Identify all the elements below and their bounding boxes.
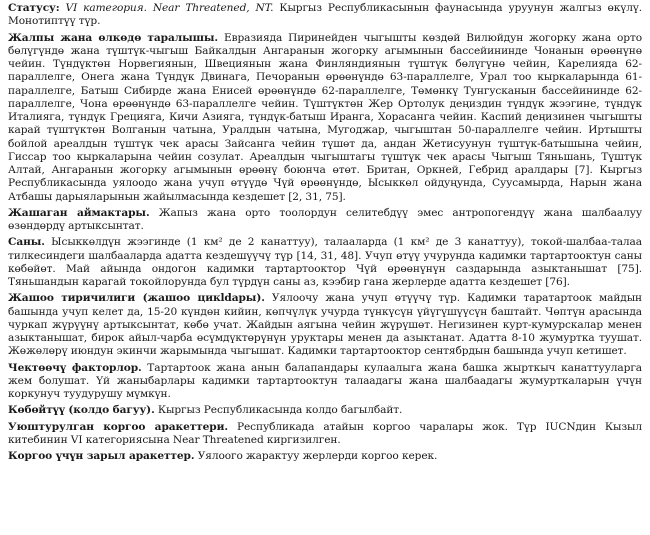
- habitat-text: Жапыз жана орто тоолордун селитебдүү эмес антропогендүү жана шалбаалуу өзөндөрдү артыксынтат.: [8, 206, 642, 232]
- distribution-paragraph: [8, 32, 642, 204]
- abundance-paragraph: [8, 236, 642, 289]
- life-cycle-paragraph: [8, 292, 642, 358]
- captive-breeding-paragraph: [8, 404, 642, 417]
- status-text: Кыргыз Республикасынын фаунасында уруунун жалгыз өкүлү. Монотиптүү түр.: [8, 2, 642, 28]
- conservation-measures-text: Республикада атайын коргоо чаралары жок. Түр IUCNдин Кызыл китебинин VI категориясына Near Threatened киргизилген.: [8, 420, 642, 446]
- conservation-measures-paragraph: [8, 421, 642, 448]
- distribution-heading: Жалпы жана өлкөдө таралышы.: [8, 31, 219, 44]
- captive-breeding-heading: Көбөйтүү (колдо багуу).: [8, 404, 155, 417]
- distribution-text: Евразияда Пиринейден чыгышты көздөй Вилюйдун жогорку жана орто бөлүгүндө жана түштүк-чыгыш Байкалдын Ангаранын жогорку агымынын бассейининде Чонанын өрөөнүнө чейин. Түндүктөн Норвегиянын, Швециянын жана Финляндиянын түштүк бөлүгүнө чейин, Карелияда 62-параллелге, Онега жана Түндүк Двинага, Печоранын өрөөнүндө 63-параллелге, Урал тоо кыркаларында 61-параллелге, Батыш Сибирде жана Енисей өрөөнүндө 62-параллелге, Төмөнкү Тунгусканын бассейининде 62-параллелге, Чона өрөөнүндө 63-параллелге чейин. Түштүктөн Жер Ортолук деңиздин түндүк жээгине, түндүк Италияга, түндүк Грецияга, Кичи Азияга, түндүк-батыш Иранга, Хорасанга чейин. Каспий деңизинен чыгышты карай түштүктөн Волганын чатына, Уралдын чатына, Мугоджар, чыгыштан 50-параллелге чейин. Иртышты бойлой ареалдын түштүк чек арасы Зайсанга чейин түшөт да, андан Жетисуунун түштүк-батышына чейин, Гиссар тоо кыркаларына чейин созулат. Ареалдын чыгыштагы түштүк чек арасы Чыгыш Тяньшань, Түштүк Алтай, Ангаранын жогорку агымынын өрөөнү боюнча өтөт. Британ, Оркней, Гебрид аралдары [7]. Кыргыз Республикасында уялоодо жана учуп өтүүдө Чүй өрөөнүндө, Ысыккөл ойдуңунда, Суусамырда, Нарын жана Атбашы дарыяларынын жайылмасында кездешет [2, 31, 75].: [8, 31, 642, 203]
- required-actions-text: Уялоого жарактуу жерлерди коргоо керек.: [194, 450, 438, 462]
- required-actions-paragraph: [8, 450, 642, 463]
- abundance-text: Ысыккөлдүн жээгинде (1 км² де 2 канаттуу), талааларда (1 км² де 3 канаттуу), токой-шалбаа-талаа тилкесиндеги шалбааларда адатта кездешүүчү түр [14, 31, 48]. Учуп өтүү учурунда кадимки тартартооктун саны көбөйөт. Май айында ондогон кадимки тартартооктор Чүй өрөөнүнүн саздарында азыктанышат [75]. Тяньшандын карагай токойлорунда бул түрдүн саны аз, кээбир гана жерлерде адатта кездешет [76].: [8, 236, 642, 288]
- captive-breeding-text: Кыргыз Республикасында колдо багылбайт.: [154, 404, 403, 417]
- limiting-factors-text: Тартартоок жана анын балапандары кулаалыга жана башка жырткыч канаттууларга жем болушат. Үй жаныбарлары кадимки тартартооктун талаадагы жана шалбаадагы жумурткаларын үчүн коркунуч туудурушу мүмкүн.: [8, 361, 642, 400]
- abundance-heading: Саны.: [8, 236, 45, 249]
- habitat-paragraph: [8, 207, 642, 234]
- status-paragraph: [8, 2, 642, 29]
- limiting-factors-paragraph: [8, 362, 642, 402]
- life-cycle-text: Уялоочу жана учуп өтүүчү түр. Кадимки таратартоок майдын башында учуп келет да, 15-20 күндөн кийин, көпчүлүк учурда түнкүсүн үйүгүшүүсүн баштайт. Чөптүн арасында чуркап жүрүүнү артыксынтат, көбө учат. Жайдын аягына чейин жүрүшөт. Негизинен курт-кумурскалар менен азыктанышат, бирок айыл-чарба өсүмдүктөрүнүн уруктары менен да азыктанат. Адатта 8-10 жумуртка туушат. Жөжөлөрү июндун экинчи жарымында чыгышат. Кадимки тартартооктор сентябрдын башында учуп кетишет.: [8, 292, 642, 358]
- conservation-measures-heading: Уюштурулган коргоо аракеттери.: [8, 420, 228, 433]
- status-category: VI категория. Near Threatened, NT.: [65, 2, 274, 14]
- required-actions-heading: Коргоо үчүн зарыл аракеттер.: [8, 450, 195, 462]
- limiting-factors-heading: Чектөөчү факторлор.: [8, 361, 142, 374]
- status-heading: Статусу:: [8, 2, 60, 14]
- habitat-heading: Жашаган аймактары.: [8, 206, 150, 219]
- life-cycle-heading: Жашоо тиричилиги (жашоо цикldары).: [8, 292, 265, 305]
